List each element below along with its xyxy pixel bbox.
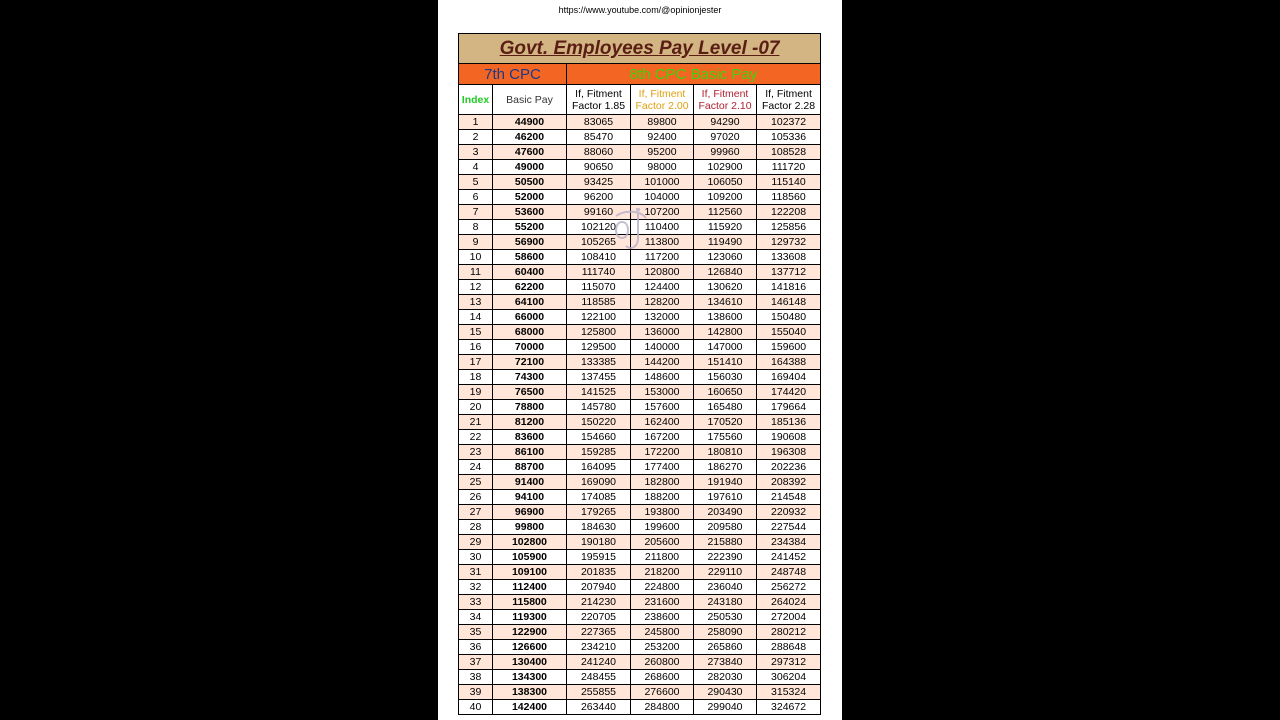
cell-factor-2-28: 280212 bbox=[757, 625, 821, 640]
pay-table bbox=[458, 33, 821, 715]
cell-factor-1-85: 141525 bbox=[567, 385, 631, 400]
table-row bbox=[459, 115, 821, 130]
cell-factor-2-10: 112560 bbox=[694, 205, 757, 220]
cell-basic-pay: 134300 bbox=[493, 670, 567, 685]
table-title: Govt. Employees Pay Level -07 bbox=[459, 34, 821, 64]
cell-factor-2-00: 238600 bbox=[631, 610, 694, 625]
cell-basic-pay: 126600 bbox=[493, 640, 567, 655]
cell-factor-1-85: 220705 bbox=[567, 610, 631, 625]
cell-factor-2-10: 236040 bbox=[694, 580, 757, 595]
cell-factor-2-00: 104000 bbox=[631, 190, 694, 205]
cell-factor-2-00: 157600 bbox=[631, 400, 694, 415]
cell-basic-pay: 78800 bbox=[493, 400, 567, 415]
cell-factor-2-28: 141816 bbox=[757, 280, 821, 295]
cell-index: 11 bbox=[459, 265, 493, 280]
cell-basic-pay: 58600 bbox=[493, 250, 567, 265]
table-row bbox=[459, 640, 821, 655]
cell-factor-2-00: 205600 bbox=[631, 535, 694, 550]
cell-factor-2-10: 186270 bbox=[694, 460, 757, 475]
cell-factor-2-10: 151410 bbox=[694, 355, 757, 370]
cell-factor-2-10: 180810 bbox=[694, 445, 757, 460]
cell-factor-2-28: 133608 bbox=[757, 250, 821, 265]
cell-factor-2-00: 231600 bbox=[631, 595, 694, 610]
cell-factor-1-85: 99160 bbox=[567, 205, 631, 220]
cell-factor-2-28: 306204 bbox=[757, 670, 821, 685]
cell-basic-pay: 122900 bbox=[493, 625, 567, 640]
cell-index: 38 bbox=[459, 670, 493, 685]
cell-factor-2-28: 125856 bbox=[757, 220, 821, 235]
cell-factor-2-28: 146148 bbox=[757, 295, 821, 310]
cell-basic-pay: 115800 bbox=[493, 595, 567, 610]
cell-basic-pay: 81200 bbox=[493, 415, 567, 430]
cell-index: 3 bbox=[459, 145, 493, 160]
cell-index: 22 bbox=[459, 430, 493, 445]
cell-index: 27 bbox=[459, 505, 493, 520]
table-row bbox=[459, 595, 821, 610]
pay-level-page bbox=[438, 0, 842, 720]
cell-basic-pay: 112400 bbox=[493, 580, 567, 595]
cell-factor-1-85: 93425 bbox=[567, 175, 631, 190]
cell-factor-2-28: 164388 bbox=[757, 355, 821, 370]
cell-index: 12 bbox=[459, 280, 493, 295]
cell-factor-1-85: 145780 bbox=[567, 400, 631, 415]
cell-factor-2-28: 185136 bbox=[757, 415, 821, 430]
table-row bbox=[459, 295, 821, 310]
cell-factor-1-85: 83065 bbox=[567, 115, 631, 130]
cell-factor-2-10: 94290 bbox=[694, 115, 757, 130]
cell-basic-pay: 99800 bbox=[493, 520, 567, 535]
cell-factor-2-00: 199600 bbox=[631, 520, 694, 535]
cell-factor-2-28: 190608 bbox=[757, 430, 821, 445]
cell-factor-2-10: 156030 bbox=[694, 370, 757, 385]
cell-index: 40 bbox=[459, 700, 493, 715]
cell-basic-pay: 50500 bbox=[493, 175, 567, 190]
table-row bbox=[459, 235, 821, 250]
cell-factor-2-10: 99960 bbox=[694, 145, 757, 160]
cell-factor-2-10: 147000 bbox=[694, 340, 757, 355]
cell-factor-2-00: 260800 bbox=[631, 655, 694, 670]
col-factor-2-10: If, Fitment Factor 2.10 bbox=[694, 85, 757, 115]
cell-factor-2-28: 155040 bbox=[757, 325, 821, 340]
table-row bbox=[459, 310, 821, 325]
cell-factor-1-85: 227365 bbox=[567, 625, 631, 640]
cell-factor-2-10: 258090 bbox=[694, 625, 757, 640]
cell-factor-2-10: 265860 bbox=[694, 640, 757, 655]
header-8th-cpc: 8th CPC Basic Pay bbox=[567, 64, 821, 85]
cell-factor-2-00: 182800 bbox=[631, 475, 694, 490]
cell-factor-1-85: 115070 bbox=[567, 280, 631, 295]
cell-factor-2-00: 92400 bbox=[631, 130, 694, 145]
table-row bbox=[459, 670, 821, 685]
cell-factor-2-28: 105336 bbox=[757, 130, 821, 145]
cell-factor-1-85: 234210 bbox=[567, 640, 631, 655]
cell-index: 25 bbox=[459, 475, 493, 490]
cell-basic-pay: 119300 bbox=[493, 610, 567, 625]
cell-factor-2-00: 140000 bbox=[631, 340, 694, 355]
cell-index: 32 bbox=[459, 580, 493, 595]
cell-factor-1-85: 263440 bbox=[567, 700, 631, 715]
cell-factor-2-28: 227544 bbox=[757, 520, 821, 535]
table-row bbox=[459, 535, 821, 550]
cell-factor-2-00: 113800 bbox=[631, 235, 694, 250]
cell-factor-2-00: 107200 bbox=[631, 205, 694, 220]
cell-factor-2-00: 101000 bbox=[631, 175, 694, 190]
cell-factor-1-85: 179265 bbox=[567, 505, 631, 520]
cell-basic-pay: 68000 bbox=[493, 325, 567, 340]
table-row bbox=[459, 370, 821, 385]
cell-basic-pay: 72100 bbox=[493, 355, 567, 370]
cell-index: 16 bbox=[459, 340, 493, 355]
cell-factor-2-00: 218200 bbox=[631, 565, 694, 580]
cell-factor-1-85: 137455 bbox=[567, 370, 631, 385]
cell-factor-2-28: 202236 bbox=[757, 460, 821, 475]
cell-factor-2-10: 102900 bbox=[694, 160, 757, 175]
cell-factor-1-85: 88060 bbox=[567, 145, 631, 160]
cell-factor-2-00: 124400 bbox=[631, 280, 694, 295]
cell-factor-2-28: 264024 bbox=[757, 595, 821, 610]
cell-index: 26 bbox=[459, 490, 493, 505]
cell-factor-2-28: 174420 bbox=[757, 385, 821, 400]
cell-factor-2-00: 167200 bbox=[631, 430, 694, 445]
cell-basic-pay: 60400 bbox=[493, 265, 567, 280]
cell-factor-2-10: 130620 bbox=[694, 280, 757, 295]
table-row bbox=[459, 505, 821, 520]
youtube-url: https://www.youtube.com/@opinionjester bbox=[558, 5, 722, 15]
cell-factor-2-10: 97020 bbox=[694, 130, 757, 145]
cell-factor-2-00: 110400 bbox=[631, 220, 694, 235]
cell-basic-pay: 102800 bbox=[493, 535, 567, 550]
table-row bbox=[459, 655, 821, 670]
cell-basic-pay: 96900 bbox=[493, 505, 567, 520]
cell-factor-2-00: 224800 bbox=[631, 580, 694, 595]
cell-factor-2-10: 215880 bbox=[694, 535, 757, 550]
cell-index: 5 bbox=[459, 175, 493, 190]
table-row bbox=[459, 130, 821, 145]
cell-factor-2-00: 188200 bbox=[631, 490, 694, 505]
cell-index: 29 bbox=[459, 535, 493, 550]
cell-factor-2-00: 144200 bbox=[631, 355, 694, 370]
cell-factor-2-28: 256272 bbox=[757, 580, 821, 595]
col-factor-1-85: If, Fitment Factor 1.85 bbox=[567, 85, 631, 115]
cell-basic-pay: 91400 bbox=[493, 475, 567, 490]
cell-basic-pay: 74300 bbox=[493, 370, 567, 385]
cell-factor-2-10: 299040 bbox=[694, 700, 757, 715]
cell-index: 6 bbox=[459, 190, 493, 205]
cell-factor-2-00: 268600 bbox=[631, 670, 694, 685]
table-row bbox=[459, 175, 821, 190]
cell-basic-pay: 44900 bbox=[493, 115, 567, 130]
cell-factor-1-85: 164095 bbox=[567, 460, 631, 475]
cell-factor-1-85: 96200 bbox=[567, 190, 631, 205]
cell-index: 37 bbox=[459, 655, 493, 670]
cell-factor-1-85: 184630 bbox=[567, 520, 631, 535]
cell-factor-2-00: 253200 bbox=[631, 640, 694, 655]
cell-factor-2-10: 170520 bbox=[694, 415, 757, 430]
col-factor-2-00: If, Fitment Factor 2.00 bbox=[631, 85, 694, 115]
cell-factor-2-28: 220932 bbox=[757, 505, 821, 520]
cell-index: 28 bbox=[459, 520, 493, 535]
cell-factor-2-00: 148600 bbox=[631, 370, 694, 385]
table-row bbox=[459, 160, 821, 175]
cell-factor-1-85: 118585 bbox=[567, 295, 631, 310]
cell-basic-pay: 47600 bbox=[493, 145, 567, 160]
cell-factor-1-85: 169090 bbox=[567, 475, 631, 490]
cell-factor-2-28: 324672 bbox=[757, 700, 821, 715]
col-index: Index bbox=[459, 85, 493, 115]
cell-factor-2-28: 297312 bbox=[757, 655, 821, 670]
table-row bbox=[459, 280, 821, 295]
cell-factor-2-10: 126840 bbox=[694, 265, 757, 280]
cell-index: 30 bbox=[459, 550, 493, 565]
cell-factor-2-10: 106050 bbox=[694, 175, 757, 190]
cell-factor-1-85: 125800 bbox=[567, 325, 631, 340]
cell-factor-1-85: 129500 bbox=[567, 340, 631, 355]
cell-basic-pay: 105900 bbox=[493, 550, 567, 565]
cell-factor-2-28: 169404 bbox=[757, 370, 821, 385]
cell-factor-1-85: 241240 bbox=[567, 655, 631, 670]
cell-factor-2-00: 128200 bbox=[631, 295, 694, 310]
table-row bbox=[459, 415, 821, 430]
cell-factor-2-10: 138600 bbox=[694, 310, 757, 325]
table-row bbox=[459, 460, 821, 475]
cell-factor-1-85: 90650 bbox=[567, 160, 631, 175]
cell-basic-pay: 86100 bbox=[493, 445, 567, 460]
cell-index: 15 bbox=[459, 325, 493, 340]
cell-factor-2-10: 142800 bbox=[694, 325, 757, 340]
cell-basic-pay: 66000 bbox=[493, 310, 567, 325]
table-row bbox=[459, 445, 821, 460]
cell-factor-2-00: 120800 bbox=[631, 265, 694, 280]
cell-index: 23 bbox=[459, 445, 493, 460]
cell-factor-2-10: 197610 bbox=[694, 490, 757, 505]
cell-index: 36 bbox=[459, 640, 493, 655]
table-row bbox=[459, 190, 821, 205]
cell-factor-2-28: 288648 bbox=[757, 640, 821, 655]
cell-factor-2-00: 177400 bbox=[631, 460, 694, 475]
cell-basic-pay: 88700 bbox=[493, 460, 567, 475]
cell-factor-2-28: 315324 bbox=[757, 685, 821, 700]
cell-basic-pay: 138300 bbox=[493, 685, 567, 700]
cell-factor-1-85: 154660 bbox=[567, 430, 631, 445]
cell-factor-1-85: 133385 bbox=[567, 355, 631, 370]
col-factor-2-28: If, Fitment Factor 2.28 bbox=[757, 85, 821, 115]
header-7th-cpc: 7th CPC bbox=[459, 64, 567, 85]
cell-factor-2-28: 208392 bbox=[757, 475, 821, 490]
cell-factor-1-85: 207940 bbox=[567, 580, 631, 595]
cell-factor-2-28: 129732 bbox=[757, 235, 821, 250]
cell-factor-1-85: 190180 bbox=[567, 535, 631, 550]
cell-factor-1-85: 214230 bbox=[567, 595, 631, 610]
cell-factor-2-28: 115140 bbox=[757, 175, 821, 190]
cell-basic-pay: 62200 bbox=[493, 280, 567, 295]
cell-factor-2-10: 282030 bbox=[694, 670, 757, 685]
cell-factor-2-28: 118560 bbox=[757, 190, 821, 205]
cell-factor-2-10: 175560 bbox=[694, 430, 757, 445]
table-row bbox=[459, 625, 821, 640]
cell-index: 31 bbox=[459, 565, 493, 580]
cell-basic-pay: 55200 bbox=[493, 220, 567, 235]
table-row bbox=[459, 580, 821, 595]
table-row bbox=[459, 430, 821, 445]
cell-factor-2-10: 119490 bbox=[694, 235, 757, 250]
cell-index: 17 bbox=[459, 355, 493, 370]
cell-index: 9 bbox=[459, 235, 493, 250]
cell-factor-2-10: 165480 bbox=[694, 400, 757, 415]
cell-index: 13 bbox=[459, 295, 493, 310]
col-basic-pay: Basic Pay bbox=[493, 85, 567, 115]
cell-index: 2 bbox=[459, 130, 493, 145]
cell-basic-pay: 76500 bbox=[493, 385, 567, 400]
cell-basic-pay: 142400 bbox=[493, 700, 567, 715]
table-row bbox=[459, 610, 821, 625]
table-row bbox=[459, 265, 821, 280]
cell-factor-1-85: 122100 bbox=[567, 310, 631, 325]
cell-factor-2-00: 153000 bbox=[631, 385, 694, 400]
table-row bbox=[459, 340, 821, 355]
cell-index: 1 bbox=[459, 115, 493, 130]
cell-index: 14 bbox=[459, 310, 493, 325]
cell-factor-2-28: 248748 bbox=[757, 565, 821, 580]
table-row bbox=[459, 685, 821, 700]
cell-factor-1-85: 159285 bbox=[567, 445, 631, 460]
table-row bbox=[459, 475, 821, 490]
table-row bbox=[459, 400, 821, 415]
cell-factor-2-00: 284800 bbox=[631, 700, 694, 715]
cell-basic-pay: 130400 bbox=[493, 655, 567, 670]
cell-factor-2-00: 162400 bbox=[631, 415, 694, 430]
cell-factor-2-10: 123060 bbox=[694, 250, 757, 265]
table-row bbox=[459, 250, 821, 265]
cell-basic-pay: 83600 bbox=[493, 430, 567, 445]
cell-factor-2-00: 89800 bbox=[631, 115, 694, 130]
cell-factor-1-85: 102120 bbox=[567, 220, 631, 235]
cell-factor-2-10: 273840 bbox=[694, 655, 757, 670]
cell-factor-2-00: 117200 bbox=[631, 250, 694, 265]
cell-factor-2-10: 290430 bbox=[694, 685, 757, 700]
cell-index: 7 bbox=[459, 205, 493, 220]
cell-factor-2-28: 214548 bbox=[757, 490, 821, 505]
cell-index: 33 bbox=[459, 595, 493, 610]
cell-factor-1-85: 174085 bbox=[567, 490, 631, 505]
cell-factor-2-28: 102372 bbox=[757, 115, 821, 130]
cell-factor-2-10: 229110 bbox=[694, 565, 757, 580]
cell-basic-pay: 109100 bbox=[493, 565, 567, 580]
cell-factor-1-85: 195915 bbox=[567, 550, 631, 565]
cell-basic-pay: 53600 bbox=[493, 205, 567, 220]
cell-factor-2-28: 241452 bbox=[757, 550, 821, 565]
cell-factor-1-85: 255855 bbox=[567, 685, 631, 700]
cell-factor-2-10: 243180 bbox=[694, 595, 757, 610]
cell-factor-2-00: 132000 bbox=[631, 310, 694, 325]
table-row bbox=[459, 205, 821, 220]
table-row bbox=[459, 550, 821, 565]
cell-factor-2-28: 108528 bbox=[757, 145, 821, 160]
cell-factor-2-28: 234384 bbox=[757, 535, 821, 550]
cell-factor-2-28: 196308 bbox=[757, 445, 821, 460]
table-row bbox=[459, 565, 821, 580]
cell-factor-2-00: 98000 bbox=[631, 160, 694, 175]
table-row bbox=[459, 385, 821, 400]
cell-index: 8 bbox=[459, 220, 493, 235]
cell-factor-2-00: 136000 bbox=[631, 325, 694, 340]
cell-factor-1-85: 105265 bbox=[567, 235, 631, 250]
cell-factor-1-85: 248455 bbox=[567, 670, 631, 685]
cell-factor-2-28: 137712 bbox=[757, 265, 821, 280]
cell-factor-2-10: 209580 bbox=[694, 520, 757, 535]
cell-factor-2-00: 193800 bbox=[631, 505, 694, 520]
cell-factor-2-10: 109200 bbox=[694, 190, 757, 205]
cell-factor-1-85: 201835 bbox=[567, 565, 631, 580]
cell-factor-2-10: 191940 bbox=[694, 475, 757, 490]
cell-factor-1-85: 111740 bbox=[567, 265, 631, 280]
cell-index: 39 bbox=[459, 685, 493, 700]
cell-basic-pay: 49000 bbox=[493, 160, 567, 175]
table-row bbox=[459, 700, 821, 715]
cell-factor-1-85: 150220 bbox=[567, 415, 631, 430]
cell-factor-2-00: 172200 bbox=[631, 445, 694, 460]
cell-factor-2-10: 250530 bbox=[694, 610, 757, 625]
cell-index: 19 bbox=[459, 385, 493, 400]
cell-factor-1-85: 108410 bbox=[567, 250, 631, 265]
table-row bbox=[459, 490, 821, 505]
cell-index: 4 bbox=[459, 160, 493, 175]
cell-factor-2-00: 95200 bbox=[631, 145, 694, 160]
table-row bbox=[459, 520, 821, 535]
cell-factor-2-28: 111720 bbox=[757, 160, 821, 175]
cell-factor-2-10: 115920 bbox=[694, 220, 757, 235]
cell-factor-2-10: 222390 bbox=[694, 550, 757, 565]
cell-factor-2-28: 159600 bbox=[757, 340, 821, 355]
table-body bbox=[459, 115, 821, 715]
cell-basic-pay: 70000 bbox=[493, 340, 567, 355]
cell-factor-2-10: 134610 bbox=[694, 295, 757, 310]
cell-index: 34 bbox=[459, 610, 493, 625]
cell-basic-pay: 46200 bbox=[493, 130, 567, 145]
cell-factor-1-85: 85470 bbox=[567, 130, 631, 145]
table-row bbox=[459, 220, 821, 235]
cell-factor-2-28: 272004 bbox=[757, 610, 821, 625]
cell-basic-pay: 64100 bbox=[493, 295, 567, 310]
cell-index: 35 bbox=[459, 625, 493, 640]
cell-basic-pay: 56900 bbox=[493, 235, 567, 250]
cell-factor-2-00: 211800 bbox=[631, 550, 694, 565]
cell-index: 18 bbox=[459, 370, 493, 385]
cell-factor-2-28: 179664 bbox=[757, 400, 821, 415]
cell-factor-2-10: 160650 bbox=[694, 385, 757, 400]
cell-basic-pay: 52000 bbox=[493, 190, 567, 205]
cell-index: 21 bbox=[459, 415, 493, 430]
cell-index: 20 bbox=[459, 400, 493, 415]
cell-factor-2-00: 276600 bbox=[631, 685, 694, 700]
cell-factor-2-28: 150480 bbox=[757, 310, 821, 325]
cell-factor-2-10: 203490 bbox=[694, 505, 757, 520]
cell-factor-2-28: 122208 bbox=[757, 205, 821, 220]
table-row bbox=[459, 325, 821, 340]
cell-basic-pay: 94100 bbox=[493, 490, 567, 505]
table-row bbox=[459, 145, 821, 160]
table-row bbox=[459, 355, 821, 370]
cell-index: 10 bbox=[459, 250, 493, 265]
cell-index: 24 bbox=[459, 460, 493, 475]
cell-factor-2-00: 245800 bbox=[631, 625, 694, 640]
